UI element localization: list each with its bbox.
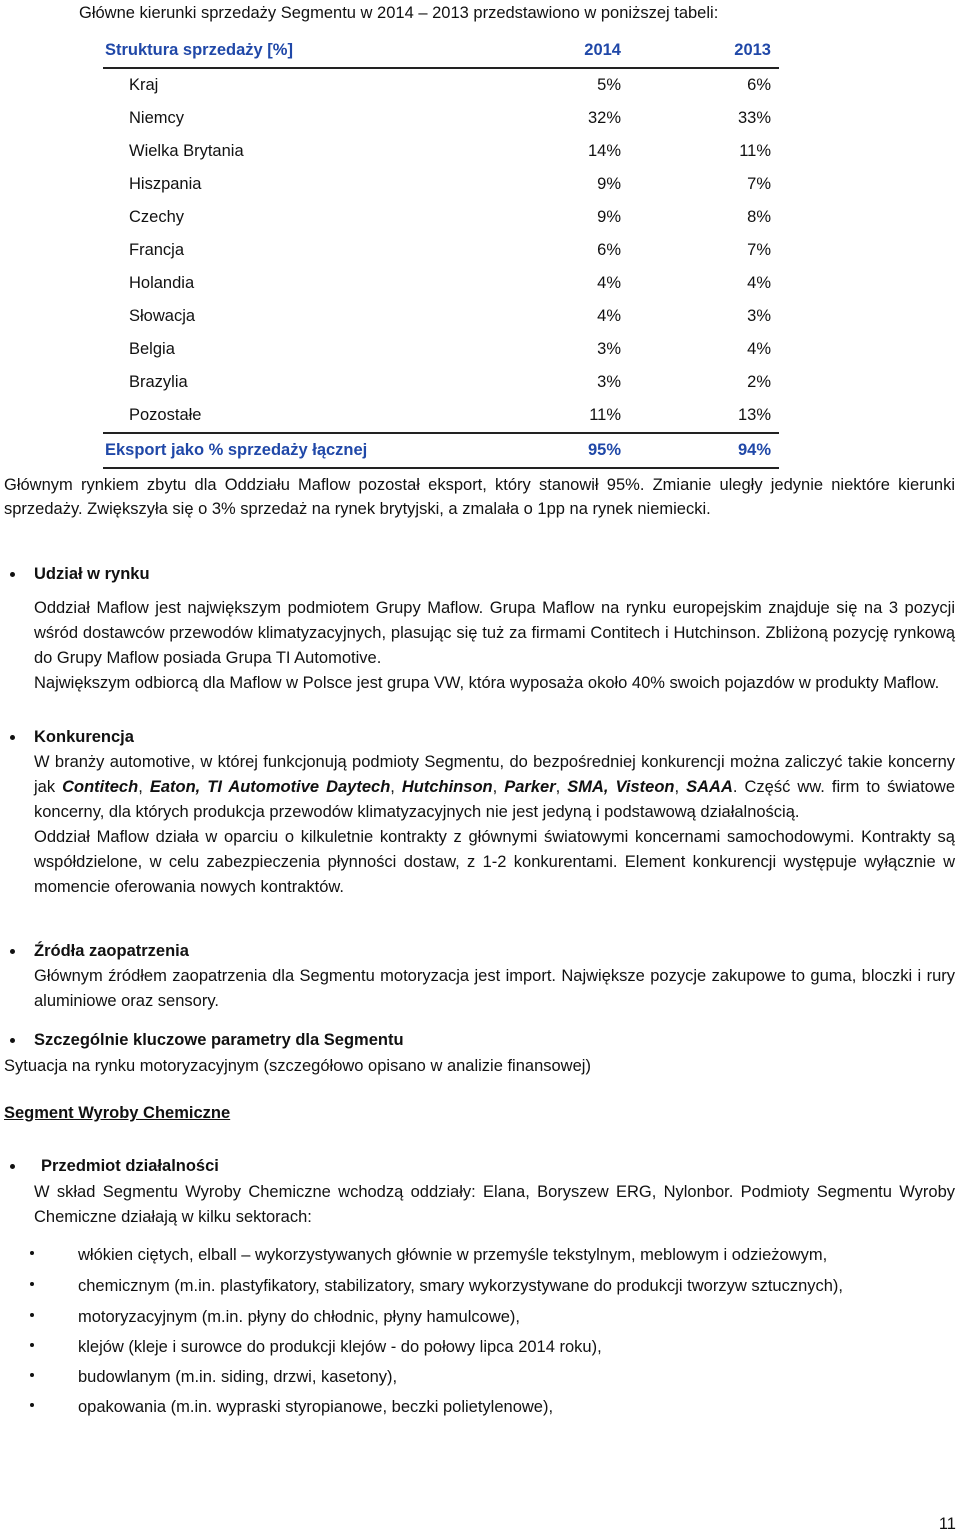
list-item: [78, 1395, 955, 1419]
value-2014-cell: 5%: [597, 76, 621, 94]
section-title: Przedmiot działalności: [41, 1157, 219, 1175]
paragraph: Oddział Maflow jest największym podmiotem Grupy Maflow. Grupa Maflow na rynku europejskim znajduje się na 3 pozycji wśród dostawców przewodów klimatyzacyjnych, plasując się tuż za firmami Contitech i Hutchinson. Zbliżoną pozycję rynkową do Grupy Maflow posiada Grupa TI Automotive.: [34, 599, 955, 667]
company-name: SMA, Visteon: [567, 778, 675, 796]
company-name: Hutchinson: [401, 778, 493, 796]
table-row: [103, 102, 779, 135]
list-item: [78, 1243, 955, 1267]
value-2014-cell: 9%: [597, 175, 621, 193]
separator: ,: [555, 778, 568, 796]
country-cell: Wielka Brytania: [129, 142, 244, 160]
table-row: [103, 366, 779, 399]
value-2014-cell: 4%: [597, 274, 621, 292]
country-cell: Francja: [129, 241, 185, 259]
value-2013-cell: 3%: [747, 307, 771, 325]
table-row: [103, 135, 779, 168]
text-run: . Część ww. firm to światowe koncerny, dla których produkcja przewodów klimatyzacyjnych nie jest jedyną i podstawową działalnością.: [34, 778, 956, 821]
value-2013-cell: 6%: [747, 76, 771, 94]
bullet-icon: [10, 735, 15, 740]
list-item-text: klejów (kleje i surowce do produkcji klejów - do połowy lipca 2014 roku),: [78, 1338, 602, 1356]
value-2013-cell: 33%: [737, 109, 771, 127]
value-2014-cell: 6%: [597, 241, 621, 259]
list-item: [78, 1305, 955, 1329]
footer-name: Eksport jako % sprzedaży łącznej: [105, 441, 368, 459]
value-2013-cell: 2%: [747, 373, 771, 391]
company-name: Eaton, TI Automotive Daytech: [149, 778, 391, 796]
footer-2013: 94%: [737, 441, 771, 459]
chem-segment-heading: Segment Wyroby Chemiczne: [4, 1104, 231, 1122]
header-2014: 2014: [584, 41, 621, 59]
table-row: [103, 333, 779, 366]
bullet-icon: [30, 1373, 34, 1377]
country-cell: Czechy: [129, 208, 185, 226]
list-item: [78, 1365, 955, 1389]
table-footer-row: [103, 432, 779, 469]
table-row: [103, 201, 779, 234]
bullet-icon: [10, 1038, 15, 1043]
value-2014-cell: 3%: [597, 373, 621, 391]
sales-structure-table: [103, 34, 779, 469]
section-title: Udział w rynku: [34, 565, 150, 583]
value-2013-cell: 11%: [739, 142, 771, 160]
company-name: Contitech: [62, 778, 139, 796]
list-item-text: motoryzacyjnym (m.in. płyny do chłodnic, płyny hamulcowe),: [78, 1308, 520, 1326]
value-2013-cell: 4%: [747, 340, 771, 358]
list-item: [78, 1335, 955, 1359]
country-cell: Hiszpania: [129, 175, 202, 193]
table-row: [103, 69, 779, 102]
separator: ,: [674, 778, 687, 796]
country-cell: Belgia: [129, 340, 175, 358]
value-2014-cell: 3%: [597, 340, 621, 358]
section-supply: [34, 939, 955, 1014]
business-paragraph: W skład Segmentu Wyroby Chemiczne wchodzą oddziały: Elana, Boryszew ERG, Nylonbor. Podmioty Segmentu Wyroby Chemiczne działają w kilku sektorach:: [34, 1183, 955, 1226]
section-business: [41, 1154, 955, 1179]
bullet-icon: [10, 949, 15, 954]
bullet-icon: [30, 1403, 34, 1407]
key-params-paragraph: Sytuacja na rynku motoryzacyjnym (szczegółowo opisano w analizie finansowej): [4, 1057, 591, 1075]
country-cell: Kraj: [129, 76, 159, 94]
value-2013-cell: 7%: [747, 175, 771, 193]
section-competition: [34, 725, 955, 900]
bullet-icon: [10, 572, 15, 577]
value-2013-cell: 7%: [747, 241, 771, 259]
bullet-icon: [10, 1164, 15, 1169]
header-name: Struktura sprzedaży [%]: [105, 41, 293, 59]
value-2014-cell: 11%: [589, 406, 621, 424]
country-cell: Holandia: [129, 274, 195, 292]
header-2013: 2013: [734, 41, 771, 59]
list-item: [78, 1274, 955, 1298]
country-cell: Brazylia: [129, 373, 188, 391]
separator: ,: [138, 778, 150, 796]
country-cell: Niemcy: [129, 109, 185, 127]
section-market-share: [34, 562, 955, 696]
paragraph: [34, 750, 955, 825]
list-item-text: budowlanym (m.in. siding, drzwi, kasetony),: [78, 1368, 398, 1386]
table-header-row: [103, 34, 779, 69]
company-name: SAAA: [686, 778, 733, 796]
list-item-text: opakowania (m.in. wypraski styropianowe, beczki polietylenowe),: [78, 1398, 554, 1416]
list-item-text: chemicznym (m.in. plastyfikatory, stabilizatory, smary wykorzystywane do produkcji tworzyw sztucznych),: [78, 1277, 844, 1295]
country-cell: Słowacja: [129, 307, 196, 325]
intro-text: Główne kierunki sprzedaży Segmentu w 2014 – 2013 przedstawiono w poniższej tabeli:: [79, 4, 719, 22]
list-item-text: włókien ciętych, elball – wykorzystywanych głównie w przemyśle tekstylnym, meblowym i odzieżowym,: [78, 1246, 828, 1264]
company-name: Parker: [504, 778, 556, 796]
table-row: [103, 399, 779, 432]
separator: ,: [492, 778, 505, 796]
table-row: [103, 234, 779, 267]
value-2014-cell: 9%: [597, 208, 621, 226]
value-2014-cell: 14%: [587, 142, 621, 160]
value-2013-cell: 4%: [747, 274, 771, 292]
text-run: W branży automotive, w której funkcjonują podmioty Segmentu, do bezpośredniej konkurencji można zaliczyć takie koncerny jak: [34, 753, 955, 796]
section-title: Szczególnie kluczowe parametry dla Segmentu: [34, 1031, 404, 1049]
bullet-icon: [30, 1343, 34, 1347]
section-title: Źródła zaopatrzenia: [34, 942, 189, 960]
bullet-icon: [30, 1251, 34, 1255]
bullet-icon: [30, 1282, 34, 1286]
page-number: 11: [938, 1515, 956, 1533]
separator: ,: [390, 778, 402, 796]
section-key-params: [34, 1028, 955, 1053]
value-2013-cell: 13%: [737, 406, 771, 424]
table-row: [103, 168, 779, 201]
table-body: [103, 69, 779, 432]
summary-paragraph: Głównym rynkiem zbytu dla Oddziału Maflow pozostał eksport, który stanowił 95%. Zmianie uległy jedynie niektóre kierunki sprzedaży. Zwiększyła się o 3% sprzedaż na rynek brytyjski, a zmalała o 1pp na rynek niemiecki.: [4, 476, 955, 518]
paragraph: Głównym źródłem zaopatrzenia dla Segmentu motoryzacja jest import. Największe pozycje zakupowe to guma, bloczki i rury aluminiowe oraz sensory.: [34, 967, 955, 1010]
value-2013-cell: 8%: [747, 208, 771, 226]
footer-2014: 95%: [587, 441, 621, 459]
value-2014-cell: 4%: [597, 307, 621, 325]
table-row: [103, 267, 779, 300]
bullet-icon: [30, 1313, 34, 1317]
country-cell: Pozostałe: [129, 406, 202, 424]
value-2014-cell: 32%: [587, 109, 621, 127]
paragraph: Największym odbiorcą dla Maflow w Polsce jest grupa VW, która wyposaża około 40% swoich pojazdów w produkty Maflow.: [34, 674, 940, 692]
table-row: [103, 300, 779, 333]
paragraph: Oddział Maflow działa w oparciu o kilkuletnie kontrakty z głównymi światowymi koncernami samochodowymi. Kontrakty są współdzielone, w celu zabezpieczenia płynności dostaw, z 1-2 konkurentami. Element konkurencji występuje wyłącznie w momencie oferowania nowych kontraktów.: [34, 828, 955, 896]
section-title: Konkurencja: [34, 728, 134, 746]
sectors-list: [78, 1243, 955, 1419]
